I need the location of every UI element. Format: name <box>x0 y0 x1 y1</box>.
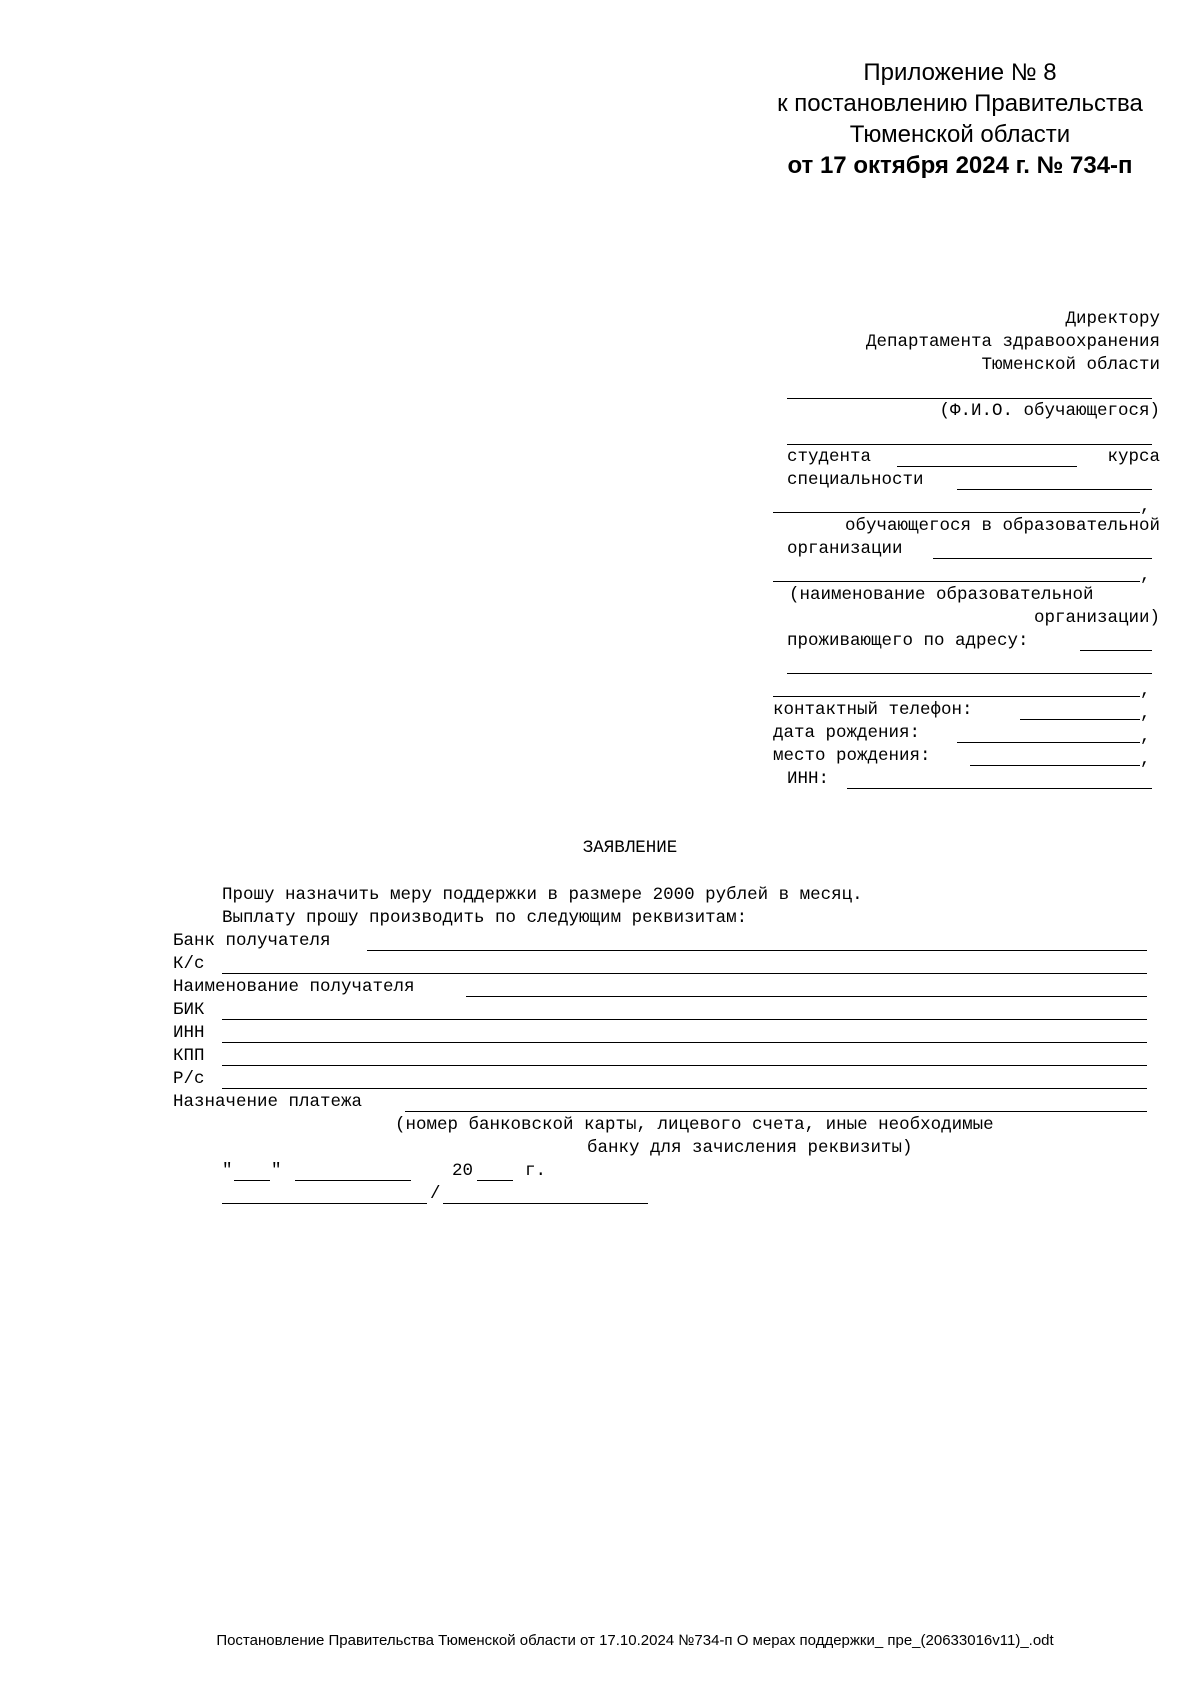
address-line-2[interactable] <box>787 673 1152 674</box>
ks-line[interactable] <box>222 973 1147 974</box>
organization-label: организации <box>787 539 903 559</box>
fio-hint: (Ф.И.О. обучающегося) <box>939 401 1160 421</box>
course-line[interactable] <box>897 466 1077 467</box>
phone-label: контактный телефон: <box>773 700 973 720</box>
comma-3: , <box>1140 681 1151 701</box>
annex-title: Приложение № 8 <box>863 59 1057 86</box>
annex-line-1: к постановлению Правительства <box>777 90 1143 117</box>
comma-1: , <box>1140 497 1151 517</box>
org-hint-1: (наименование образовательной <box>789 585 1094 605</box>
inn-field-line[interactable] <box>222 1042 1147 1043</box>
bank-label: Банк получателя <box>173 931 331 951</box>
recipient-label: Наименование получателя <box>173 977 415 997</box>
annex-header <box>680 57 1200 181</box>
specialty-line-2[interactable] <box>773 512 1140 513</box>
document-footer: Постановление Правительства Тюменской области от 17.10.2024 №734-п О мерах поддержки_ пре_(20633016v11)_.odt <box>216 1632 1054 1649</box>
annex-line-2: Тюменской области <box>849 121 1071 148</box>
signature-line[interactable] <box>222 1203 427 1204</box>
birth-place-line[interactable] <box>970 765 1140 766</box>
comma-5: , <box>1140 727 1151 747</box>
fio-line-2[interactable] <box>787 444 1152 445</box>
inn-field-label: ИНН <box>173 1023 205 1043</box>
address-label: проживающего по адресу: <box>787 631 1029 651</box>
student-label: студента <box>787 447 872 467</box>
comma-2: , <box>1140 566 1151 586</box>
year-prefix: 20 <box>452 1161 474 1181</box>
kpp-line[interactable] <box>222 1065 1147 1066</box>
addressee-director: Директору <box>1065 309 1160 329</box>
bik-label: БИК <box>173 1000 205 1020</box>
rs-line[interactable] <box>222 1088 1147 1089</box>
date-quote-open: " <box>222 1161 233 1181</box>
purpose-line[interactable] <box>405 1111 1147 1112</box>
org-hint-2: организации) <box>1033 608 1160 628</box>
day-line[interactable] <box>234 1180 270 1181</box>
annex-date: от 17 октября 2024 г. № 734-п <box>787 152 1133 179</box>
purpose-hint-1: (номер банковской карты, лицевого счета, иные необходимые <box>395 1115 994 1135</box>
studying-label: обучающегося в образовательной <box>844 516 1160 536</box>
fio-line[interactable] <box>787 398 1152 399</box>
organization-line-2[interactable] <box>773 581 1140 582</box>
address-line[interactable] <box>1080 650 1152 651</box>
inn-label: ИНН: <box>787 769 830 789</box>
year-suffix: г. <box>525 1161 547 1181</box>
organization-line[interactable] <box>933 558 1152 559</box>
phone-line[interactable] <box>1020 719 1140 720</box>
course-label: курса <box>1107 447 1160 467</box>
statement-paragraph-2: Выплату прошу производить по следующим реквизитам: <box>222 908 748 928</box>
date-quote-close: " <box>271 1161 282 1181</box>
birth-date-line[interactable] <box>957 742 1140 743</box>
addressee-department: Департамента здравоохранения <box>865 332 1160 352</box>
bik-line[interactable] <box>222 1019 1147 1020</box>
comma-4: , <box>1140 704 1151 724</box>
statement-title: ЗАЯВЛЕНИЕ <box>582 838 678 858</box>
year-line[interactable] <box>477 1180 513 1181</box>
comma-6: , <box>1140 750 1151 770</box>
bank-line[interactable] <box>367 950 1147 951</box>
rs-label: Р/с <box>173 1069 205 1089</box>
signature-slash: / <box>430 1184 441 1204</box>
kpp-label: КПП <box>173 1046 205 1066</box>
purpose-label: Назначение платежа <box>173 1092 363 1112</box>
specialty-label: специальности <box>787 470 924 490</box>
specialty-line[interactable] <box>957 489 1152 490</box>
ks-label: К/с <box>173 954 205 974</box>
birth-date-label: дата рождения: <box>773 723 921 743</box>
signature-name-line[interactable] <box>443 1203 648 1204</box>
purpose-hint-2: банку для зачисления реквизиты) <box>587 1138 913 1158</box>
address-line-3[interactable] <box>773 696 1140 697</box>
inn-line[interactable] <box>847 788 1152 789</box>
recipient-line[interactable] <box>466 996 1147 997</box>
month-line[interactable] <box>295 1180 411 1181</box>
addressee-region: Тюменской области <box>981 355 1160 375</box>
birth-place-label: место рождения: <box>773 746 931 766</box>
statement-paragraph-1: Прошу назначить меру поддержки в размере 2000 рублей в месяц. <box>222 885 863 905</box>
